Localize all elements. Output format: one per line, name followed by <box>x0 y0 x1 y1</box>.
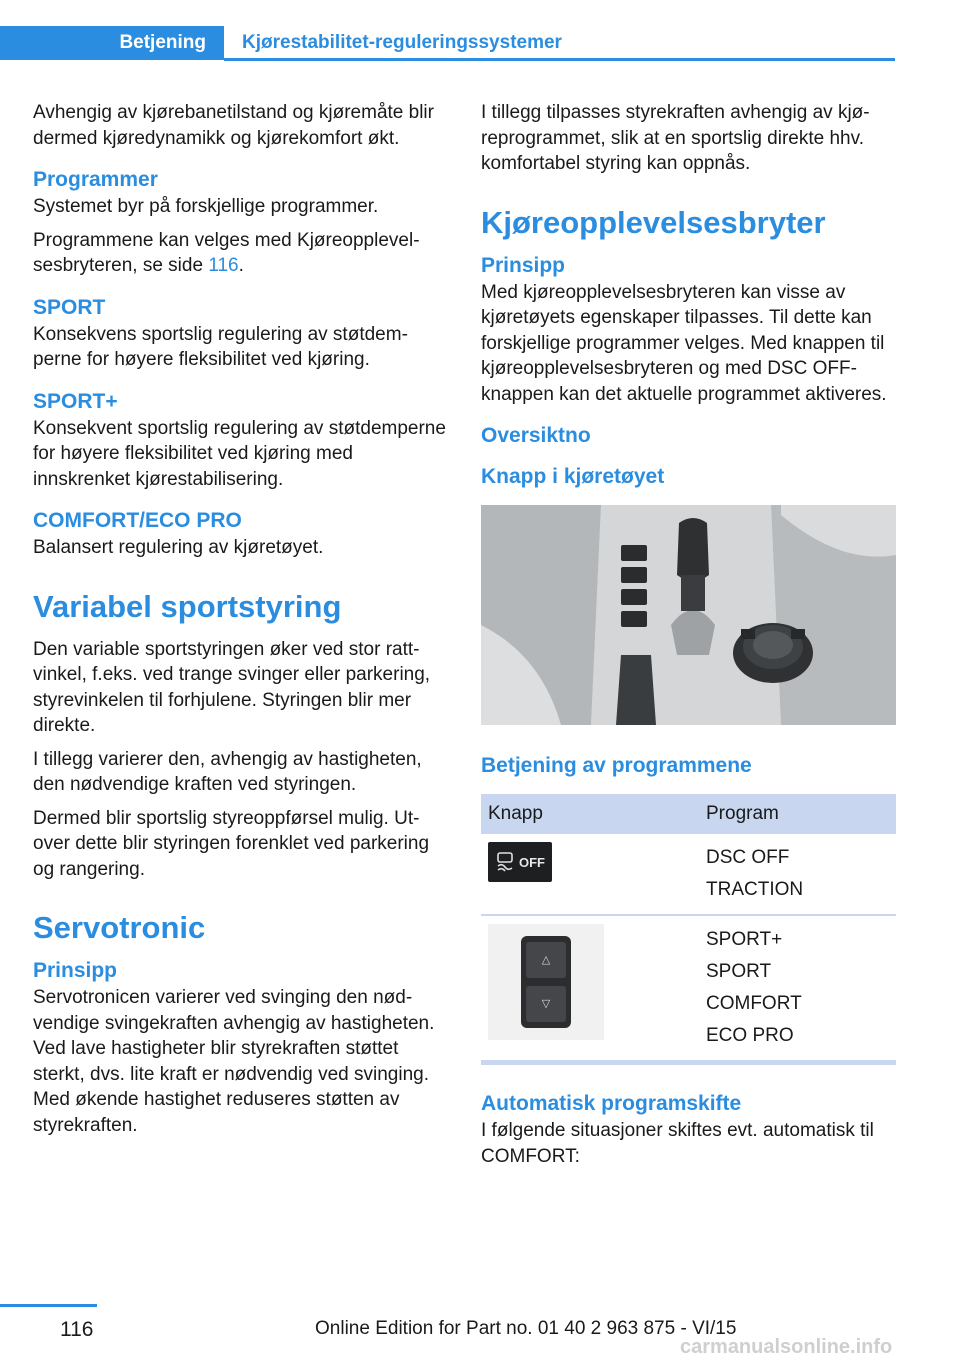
header-section-tab <box>0 26 224 60</box>
header-section-label: Betjening <box>119 32 206 53</box>
variabel-text-2: I tillegg varierer den, avhengig av hastigheten, den nødvendige kraften ved styringen. <box>33 748 422 795</box>
table-cell-button <box>481 915 699 1063</box>
table-row <box>481 915 896 1063</box>
program-item: ECO PRO <box>706 1025 794 1046</box>
comfort-heading: COMFORT/ECO PRO <box>33 509 242 532</box>
page-number: 116 <box>60 1318 94 1341</box>
rocker-switch <box>521 936 571 1028</box>
betjening-heading: Betjening av programmene <box>481 754 752 777</box>
page-link[interactable]: 116 <box>208 255 239 276</box>
bryter-prinsipp-heading: Prinsipp <box>481 253 566 277</box>
skid-car-icon <box>495 851 515 873</box>
programmer-text-2-pre: Programmene kan velges med Kjøreopplevelsesbryteren, se side <box>33 229 420 276</box>
table-header-row <box>481 794 896 834</box>
program-item: SPORT+ <box>706 929 783 950</box>
programmer-text-1: Systemet byr på forskjellige programmer. <box>33 196 379 217</box>
center-console-photo <box>481 505 896 725</box>
table-header-knapp: Knapp <box>481 794 699 834</box>
header-chapter-tab <box>224 26 562 60</box>
sportplus-heading: SPORT+ <box>33 389 118 413</box>
header-rule <box>224 58 895 61</box>
table-cell-programs <box>699 834 896 915</box>
program-table <box>481 794 896 1065</box>
programmer-text-2-post: . <box>238 255 244 276</box>
sport-text: Konsekvens sportslig regulering av støtdemperne for høyere fleksibilitet ved kjøring. <box>33 323 408 370</box>
oversikt-heading: Oversiktno <box>481 424 591 447</box>
auto-heading: Automatisk programskifte <box>481 1092 742 1115</box>
off-label: OFF <box>519 854 545 870</box>
triangle-up-icon: △ <box>526 942 566 978</box>
edition-note: Online Edition for Part no. 01 40 2 963 875 - VI/15 <box>315 1318 737 1339</box>
comfort-text: Balansert regulering av kjøretøyet. <box>33 537 324 558</box>
servotronic-prinsipp-heading: Prinsipp <box>33 959 118 982</box>
program-item: SPORT <box>706 961 772 982</box>
left-column <box>33 100 449 1146</box>
table-cell-button <box>481 834 699 915</box>
sport-heading: SPORT <box>33 295 106 319</box>
programmer-text-2 <box>33 228 449 279</box>
right-intro: I tillegg tilpasses styrekraften avhengig av kjøreprogrammet, slik at en sportslig direkte hhv. komfortabel styring kan oppnås. <box>481 102 870 174</box>
variabel-text-3: Dermed blir sportslig styreoppførsel mulig. Utover dette blir styringen forenklet ved parkering og rangering. <box>33 807 430 880</box>
program-item: DSC OFF <box>706 847 790 868</box>
table-row <box>481 834 896 915</box>
servotronic-heading: Servotronic <box>33 910 206 945</box>
bryter-heading: Kjøreopplevelsesbryter <box>481 204 826 240</box>
rocker-switch-icon <box>488 924 604 1040</box>
program-item: TRACTION <box>706 879 804 900</box>
header-chapter-label: Kjørestabilitet-reguleringssystemer <box>242 32 562 53</box>
program-item: COMFORT <box>706 993 802 1014</box>
table-header-program: Program <box>699 794 896 834</box>
triangle-down-icon: ▽ <box>526 986 566 1022</box>
servotronic-text: Servotronicen varierer ved svinging den nødvendige svingekraften avhengig av hastigheten. Ved lave hastigheter blir styrekraften støttet sterkt, dvs. lite kraft er nødvendig ved svinging. Med økende hastighet reduseres støtten av styrekraften. <box>33 987 435 1136</box>
table-cell-programs <box>699 915 896 1063</box>
right-column <box>481 100 897 1177</box>
watermark: carmanualsonline.info <box>680 1336 893 1358</box>
left-intro: Avhengig av kjørebanetilstand og kjøremåte blir dermed kjøredynamikk og kjørekomfort økt. <box>33 102 434 149</box>
sportplus-text: Konsekvent sportslig regulering av støtdemperne for høyere fleksibilitet ved kjøring med innskrenket kjørestabilisering. <box>33 417 446 490</box>
center-console-illustration <box>481 505 896 725</box>
footer-rule <box>0 1304 97 1307</box>
variabel-text-1: Den variable sportstyringen øker ved stor rattvinkel, f.eks. ved trange svinger eller parkering, styrevinkelen til forhjulene. Styringen blir mer direkte. <box>33 638 431 736</box>
knapp-heading: Knapp i kjøretøyet <box>481 465 665 488</box>
dsc-off-button-icon <box>488 842 552 882</box>
auto-text: I følgende situasjoner skiftes evt. automatisk til COMFORT: <box>481 1120 874 1167</box>
variabel-heading: Variabel sportstyring <box>33 588 342 624</box>
bryter-prinsipp-text: Med kjøreopplevelsesbryteren kan visse av kjøretøyets egenskaper tilpasses. Til dette kan forskjellige programmer velges. Med knappen til kjøreopplevelsesbryteren og med DSC OFF-knappen kan det aktuelle programmet aktiveres. <box>481 281 887 405</box>
programmer-heading: Programmer <box>33 168 158 191</box>
